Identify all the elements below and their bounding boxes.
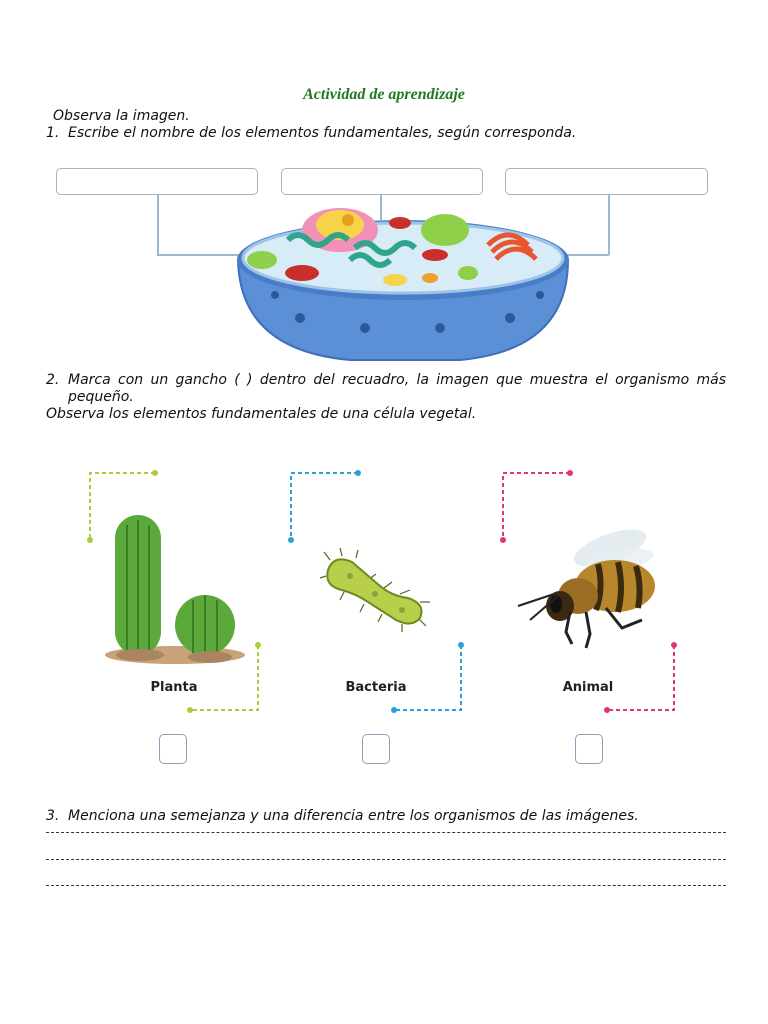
- bacteria-icon: [320, 548, 432, 633]
- organism-label-animal: Animal: [562, 680, 614, 695]
- organism-label-plant: Planta: [150, 680, 198, 695]
- checkbox-animal[interactable]: [575, 734, 603, 764]
- bee-icon: [510, 528, 668, 653]
- answer-line-3[interactable]: [46, 885, 726, 886]
- answer-line-1[interactable]: [46, 832, 726, 833]
- page-title: Actividad de aprendizaje: [303, 86, 465, 103]
- q3-number: 3.: [46, 808, 60, 824]
- answer-line-2[interactable]: [46, 859, 726, 860]
- cactus-icon: [95, 515, 255, 665]
- q1-number: 1.: [46, 125, 60, 141]
- answer-box-1[interactable]: [56, 168, 258, 195]
- checkbox-bacteria[interactable]: [362, 734, 390, 764]
- q3-text: Menciona una semejanza y una diferencia entre los organismos de las imágenes.: [68, 808, 639, 824]
- q2-number: 2.: [46, 372, 60, 388]
- q2-text-line1: Marca con un gancho ( ) dentro del recuadro, la imagen que muestra el organismo más: [68, 372, 726, 388]
- q2-text-line2: pequeño.: [68, 389, 134, 405]
- q2-text-line3: Observa los elementos fundamentales de una célula vegetal.: [46, 406, 477, 422]
- organism-label-bacteria: Bacteria: [345, 680, 407, 695]
- checkbox-plant[interactable]: [159, 734, 187, 764]
- connector-line-3: [608, 195, 610, 255]
- answer-box-3[interactable]: [505, 168, 708, 195]
- intro-text: Observa la imagen.: [53, 108, 190, 124]
- answer-box-2[interactable]: [281, 168, 483, 195]
- q1-text: Escribe el nombre de los elementos fundamentales, según corresponda.: [68, 125, 577, 141]
- connector-line-1: [157, 195, 159, 255]
- cell-illustration: [230, 200, 575, 365]
